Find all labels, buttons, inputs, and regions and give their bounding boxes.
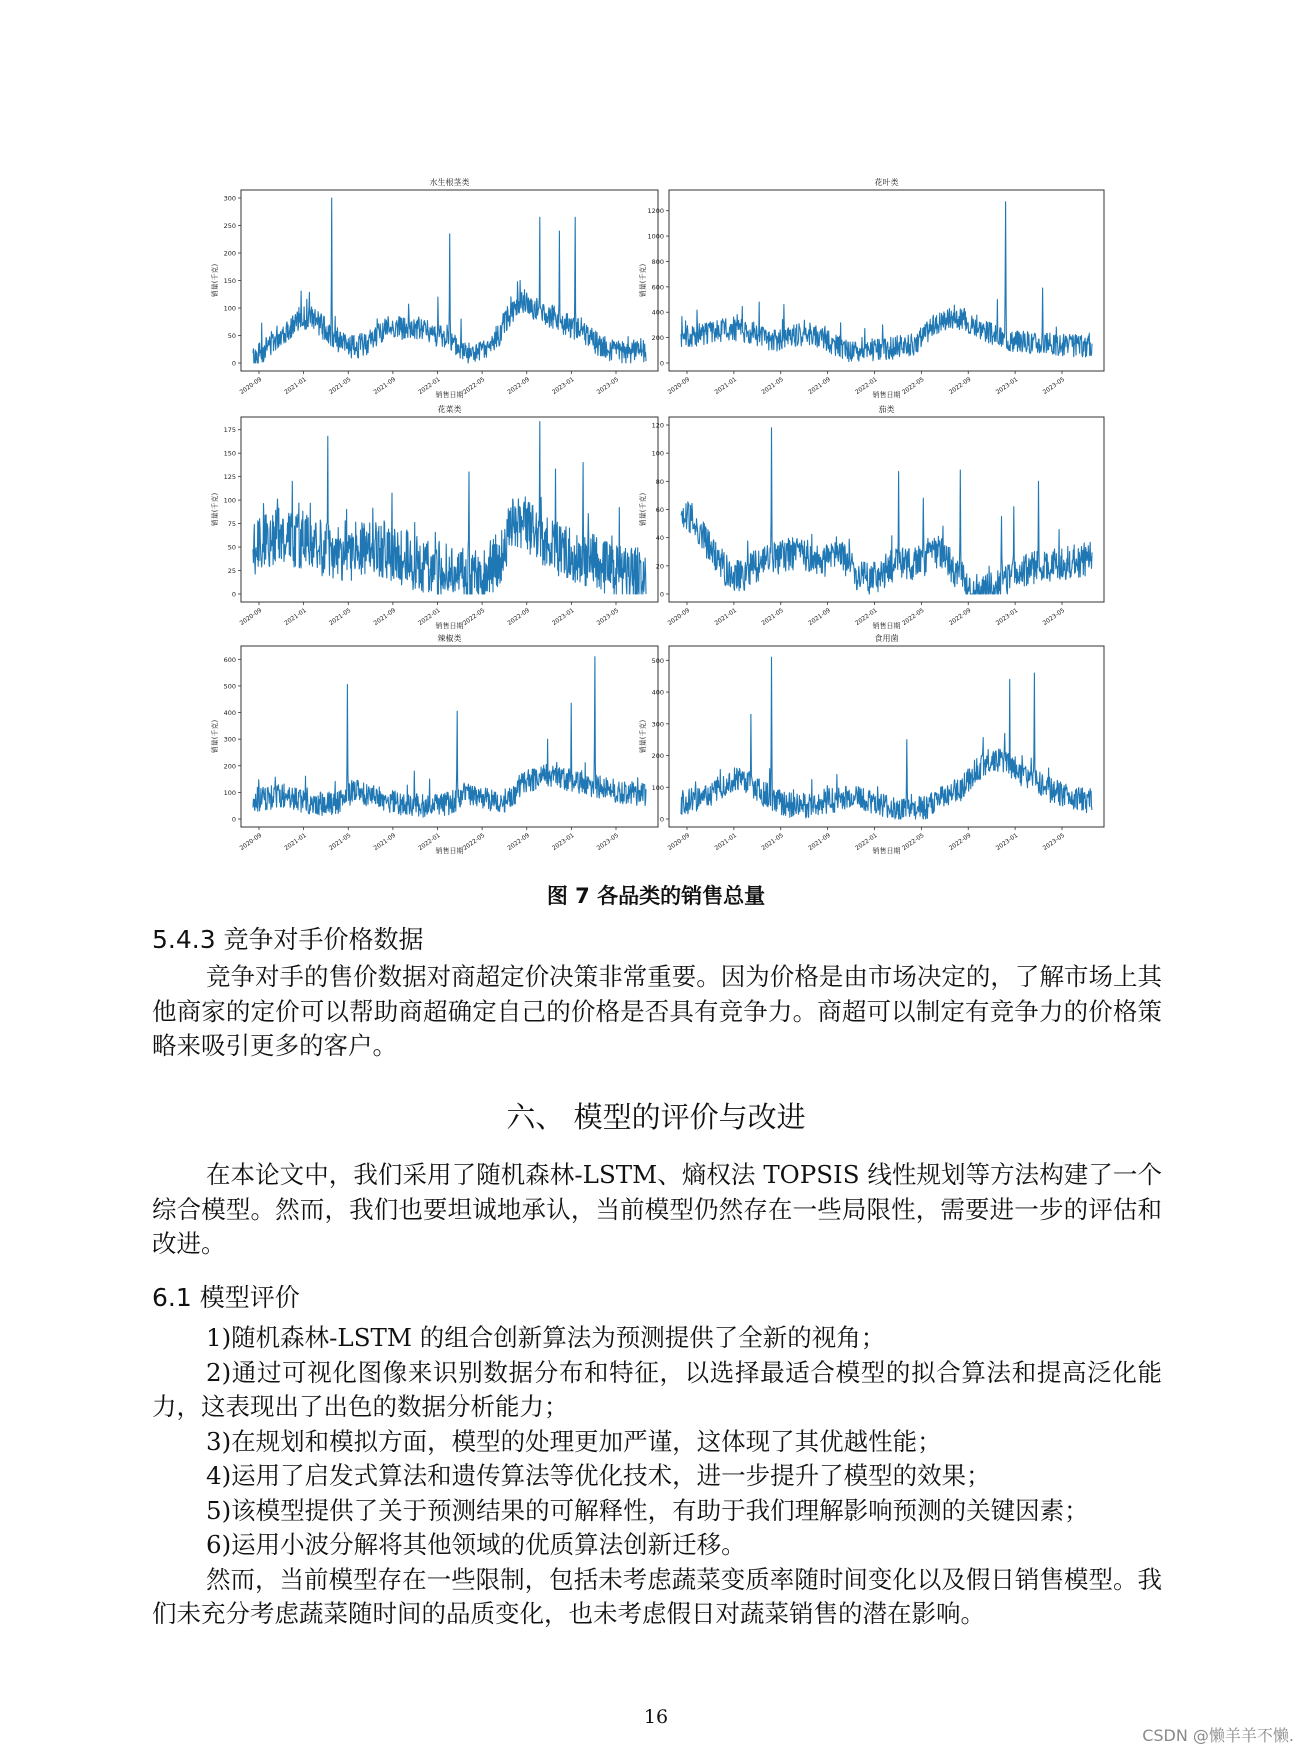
chart-title: 花菜类 xyxy=(437,405,462,414)
x-tick-label: 2021-01 xyxy=(283,831,308,853)
x-tick-label: 2023-05 xyxy=(595,606,621,628)
y-tick-label: 100 xyxy=(223,788,236,797)
x-tick-label: 2023-01 xyxy=(550,606,576,628)
x-tick-label: 2021-01 xyxy=(283,606,308,628)
x-tick-label: 2020-09 xyxy=(666,375,692,397)
chapter-heading: 六、 模型的评价与改进 xyxy=(506,1100,806,1134)
x-tick-label: 2022-09 xyxy=(947,606,973,628)
y-axis-label: 销量(千克) xyxy=(639,263,647,298)
evaluation-item: 2)通过可视化图像来识别数据分布和特征，以选择最适合模型的拟合算法和提高泛化能力，这表现出了出色的数据分析能力； xyxy=(152,1357,1162,1421)
x-axis-label: 销售日期 xyxy=(872,847,901,855)
y-tick-label: 1000 xyxy=(647,232,664,241)
x-tick-label: 2022-09 xyxy=(506,831,531,853)
x-tick-label: 2021-05 xyxy=(327,606,353,628)
evaluation-item: 6)运用小波分解将其他领域的优质算法创新迁移。 xyxy=(206,1530,746,1559)
y-tick-label: 150 xyxy=(223,277,236,285)
competitor-price-paragraph: 竞争对手的售价数据对商超定价决策非常重要。因为价格是由市场决定的，了解市场上其他商家的定价可以帮助商超确定自己的价格是否具有竞争力。商超可以制定有竞争力的价格策略来吸引更多的客户。 xyxy=(152,962,1162,1060)
x-tick-label: 2020-09 xyxy=(238,606,264,628)
x-axis-label: 销售日期 xyxy=(435,622,464,630)
chart-panel xyxy=(638,177,1104,399)
y-tick-label: 0 xyxy=(659,590,664,599)
y-axis-label: 销量(千克) xyxy=(639,492,647,527)
x-tick-label: 2023-05 xyxy=(1041,606,1067,628)
y-tick-label: 200 xyxy=(223,249,236,258)
y-tick-label: 100 xyxy=(651,449,664,458)
y-tick-label: 50 xyxy=(227,543,236,552)
x-tick-label: 2022-01 xyxy=(854,831,879,853)
chart-panel xyxy=(210,404,658,630)
chart-title: 食用菌 xyxy=(874,634,899,643)
chart-panel xyxy=(638,404,1104,630)
chart-title: 花叶类 xyxy=(874,178,899,187)
x-tick-label: 2022-09 xyxy=(947,831,973,853)
x-tick-label: 2023-01 xyxy=(994,606,1020,628)
x-tick-label: 2021-09 xyxy=(807,606,832,628)
y-tick-label: 400 xyxy=(651,688,664,697)
y-tick-label: 80 xyxy=(655,477,664,486)
x-tick-label: 2022-05 xyxy=(461,375,487,397)
y-tick-label: 100 xyxy=(223,496,236,505)
y-tick-label: 175 xyxy=(223,426,236,435)
x-tick-label: 2021-05 xyxy=(327,831,353,853)
section-heading-6-1: 6.1 模型评价 xyxy=(152,1283,300,1312)
x-tick-label: 2023-01 xyxy=(994,375,1020,397)
x-tick-label: 2021-01 xyxy=(713,375,739,397)
y-tick-label: 20 xyxy=(655,562,664,571)
x-tick-label: 2021-09 xyxy=(372,831,398,853)
x-tick-label: 2021-01 xyxy=(283,375,308,397)
y-tick-label: 300 xyxy=(223,735,236,744)
y-tick-label: 600 xyxy=(651,283,664,292)
x-tick-label: 2023-01 xyxy=(550,831,576,853)
y-tick-label: 400 xyxy=(223,709,236,718)
x-axis-label: 销售日期 xyxy=(872,622,901,630)
section-heading-5-4-3: 5.4.3 竞争对手价格数据 xyxy=(152,925,424,954)
y-tick-label: 1200 xyxy=(647,207,664,216)
x-tick-label: 2021-05 xyxy=(760,831,785,853)
x-tick-label: 2021-01 xyxy=(713,606,739,628)
x-tick-label: 2023-05 xyxy=(595,375,621,397)
y-tick-label: 100 xyxy=(651,783,664,792)
chart-title: 茄类 xyxy=(878,405,895,414)
x-tick-label: 2023-01 xyxy=(550,375,576,397)
y-tick-label: 500 xyxy=(651,656,664,665)
y-tick-label: 40 xyxy=(655,534,664,543)
y-tick-label: 300 xyxy=(223,194,236,203)
y-tick-label: 200 xyxy=(223,762,236,771)
evaluation-list xyxy=(152,1321,1162,1632)
y-tick-label: 200 xyxy=(651,334,664,343)
y-tick-label: 250 xyxy=(223,222,236,230)
y-tick-label: 800 xyxy=(651,257,664,266)
x-tick-label: 2022-01 xyxy=(417,831,442,853)
limitations-paragraph: 然而，当前模型存在一些限制，包括未考虑蔬菜变质率随时间变化以及假日销售模型。我们未充分考虑蔬菜随时间的品质变化，也未考虑假日对蔬菜销售的潜在影响。 xyxy=(152,1564,1162,1628)
y-tick-label: 200 xyxy=(651,752,664,761)
x-tick-label: 2020-09 xyxy=(666,606,692,628)
y-axis-label: 销量(千克) xyxy=(211,492,219,527)
x-tick-label: 2022-05 xyxy=(461,606,487,628)
y-tick-label: 125 xyxy=(223,473,236,482)
x-tick-label: 2022-05 xyxy=(900,606,926,628)
chart-title: 辣椒类 xyxy=(437,634,462,643)
page-number: 16 xyxy=(643,1706,669,1728)
x-tick-label: 2020-09 xyxy=(238,375,264,397)
evaluation-item: 4)运用了启发式算法和遗传算法等优化技术，进一步提升了模型的效果； xyxy=(206,1461,991,1490)
x-tick-label: 2022-09 xyxy=(947,375,973,397)
x-tick-label: 2022-01 xyxy=(854,606,879,628)
chart-panel xyxy=(210,177,658,399)
x-tick-label: 2021-05 xyxy=(327,375,353,397)
figure-caption: 图 7 各品类的销售总量 xyxy=(546,884,766,908)
x-tick-label: 2022-01 xyxy=(417,606,442,628)
x-tick-label: 2021-05 xyxy=(760,606,785,628)
y-tick-label: 600 xyxy=(223,655,236,664)
x-tick-label: 2021-09 xyxy=(372,606,398,628)
y-tick-label: 50 xyxy=(227,332,236,340)
x-tick-label: 2021-09 xyxy=(807,831,832,853)
y-tick-label: 0 xyxy=(231,815,236,824)
y-tick-label: 0 xyxy=(231,590,236,599)
x-tick-label: 2020-09 xyxy=(238,831,264,853)
x-tick-label: 2022-09 xyxy=(506,375,531,397)
x-tick-label: 2021-01 xyxy=(713,831,739,853)
x-tick-label: 2021-05 xyxy=(760,375,785,397)
x-tick-label: 2023-05 xyxy=(595,831,621,853)
csdn-watermark: CSDN @懒羊羊不懒. xyxy=(1142,1726,1294,1745)
chart-title: 水生根茎类 xyxy=(429,178,470,187)
y-axis-label: 销量(千克) xyxy=(211,263,219,298)
chart-panel xyxy=(210,633,658,855)
y-axis-label: 销量(千克) xyxy=(639,719,647,754)
y-tick-label: 75 xyxy=(227,520,236,529)
x-tick-label: 2022-01 xyxy=(417,375,442,397)
x-tick-label: 2022-09 xyxy=(506,606,531,628)
x-tick-label: 2023-05 xyxy=(1041,375,1067,397)
evaluation-item: 1)随机森林-LSTM 的组合创新算法为预测提供了全新的视角； xyxy=(206,1323,886,1352)
evaluation-item: 5)该模型提供了关于预测结果的可解释性，有助于我们理解影响预测的关键因素； xyxy=(206,1495,1089,1525)
y-tick-label: 0 xyxy=(659,815,664,824)
chart-panel xyxy=(638,633,1104,855)
y-tick-label: 0 xyxy=(231,359,236,368)
y-tick-label: 150 xyxy=(223,449,236,458)
y-tick-label: 400 xyxy=(651,308,664,317)
x-tick-label: 2022-05 xyxy=(900,375,926,397)
y-tick-label: 300 xyxy=(651,720,664,729)
y-tick-label: 60 xyxy=(655,506,664,514)
y-tick-label: 25 xyxy=(227,567,236,576)
x-tick-label: 2022-05 xyxy=(900,831,926,853)
evaluation-item: 3)在规划和模拟方面，模型的处理更加严谨，这体现了其优越性能； xyxy=(206,1426,942,1456)
x-tick-label: 2020-09 xyxy=(666,831,692,853)
x-tick-label: 2021-09 xyxy=(372,375,398,397)
x-tick-label: 2023-05 xyxy=(1041,831,1067,853)
x-tick-label: 2022-01 xyxy=(854,375,879,397)
y-axis-label: 销量(千克) xyxy=(211,719,219,754)
chapter-intro-paragraph: 在本论文中，我们采用了随机森林-LSTM、熵权法 TOPSIS 线性规划等方法构建了一个综合模型。然而，我们也要坦诚地承认，当前模型仍然存在一些局限性，需要进一步的评估和改进。 xyxy=(152,1160,1162,1258)
y-tick-label: 500 xyxy=(223,682,236,691)
x-tick-label: 2023-01 xyxy=(994,831,1020,853)
x-axis-label: 销售日期 xyxy=(872,391,901,399)
x-axis-label: 销售日期 xyxy=(435,847,464,855)
y-tick-label: 0 xyxy=(659,359,664,368)
x-tick-label: 2021-09 xyxy=(807,375,832,397)
y-tick-label: 120 xyxy=(651,421,664,430)
y-tick-label: 100 xyxy=(223,304,236,313)
x-tick-label: 2022-05 xyxy=(461,831,487,853)
x-axis-label: 销售日期 xyxy=(435,391,464,399)
